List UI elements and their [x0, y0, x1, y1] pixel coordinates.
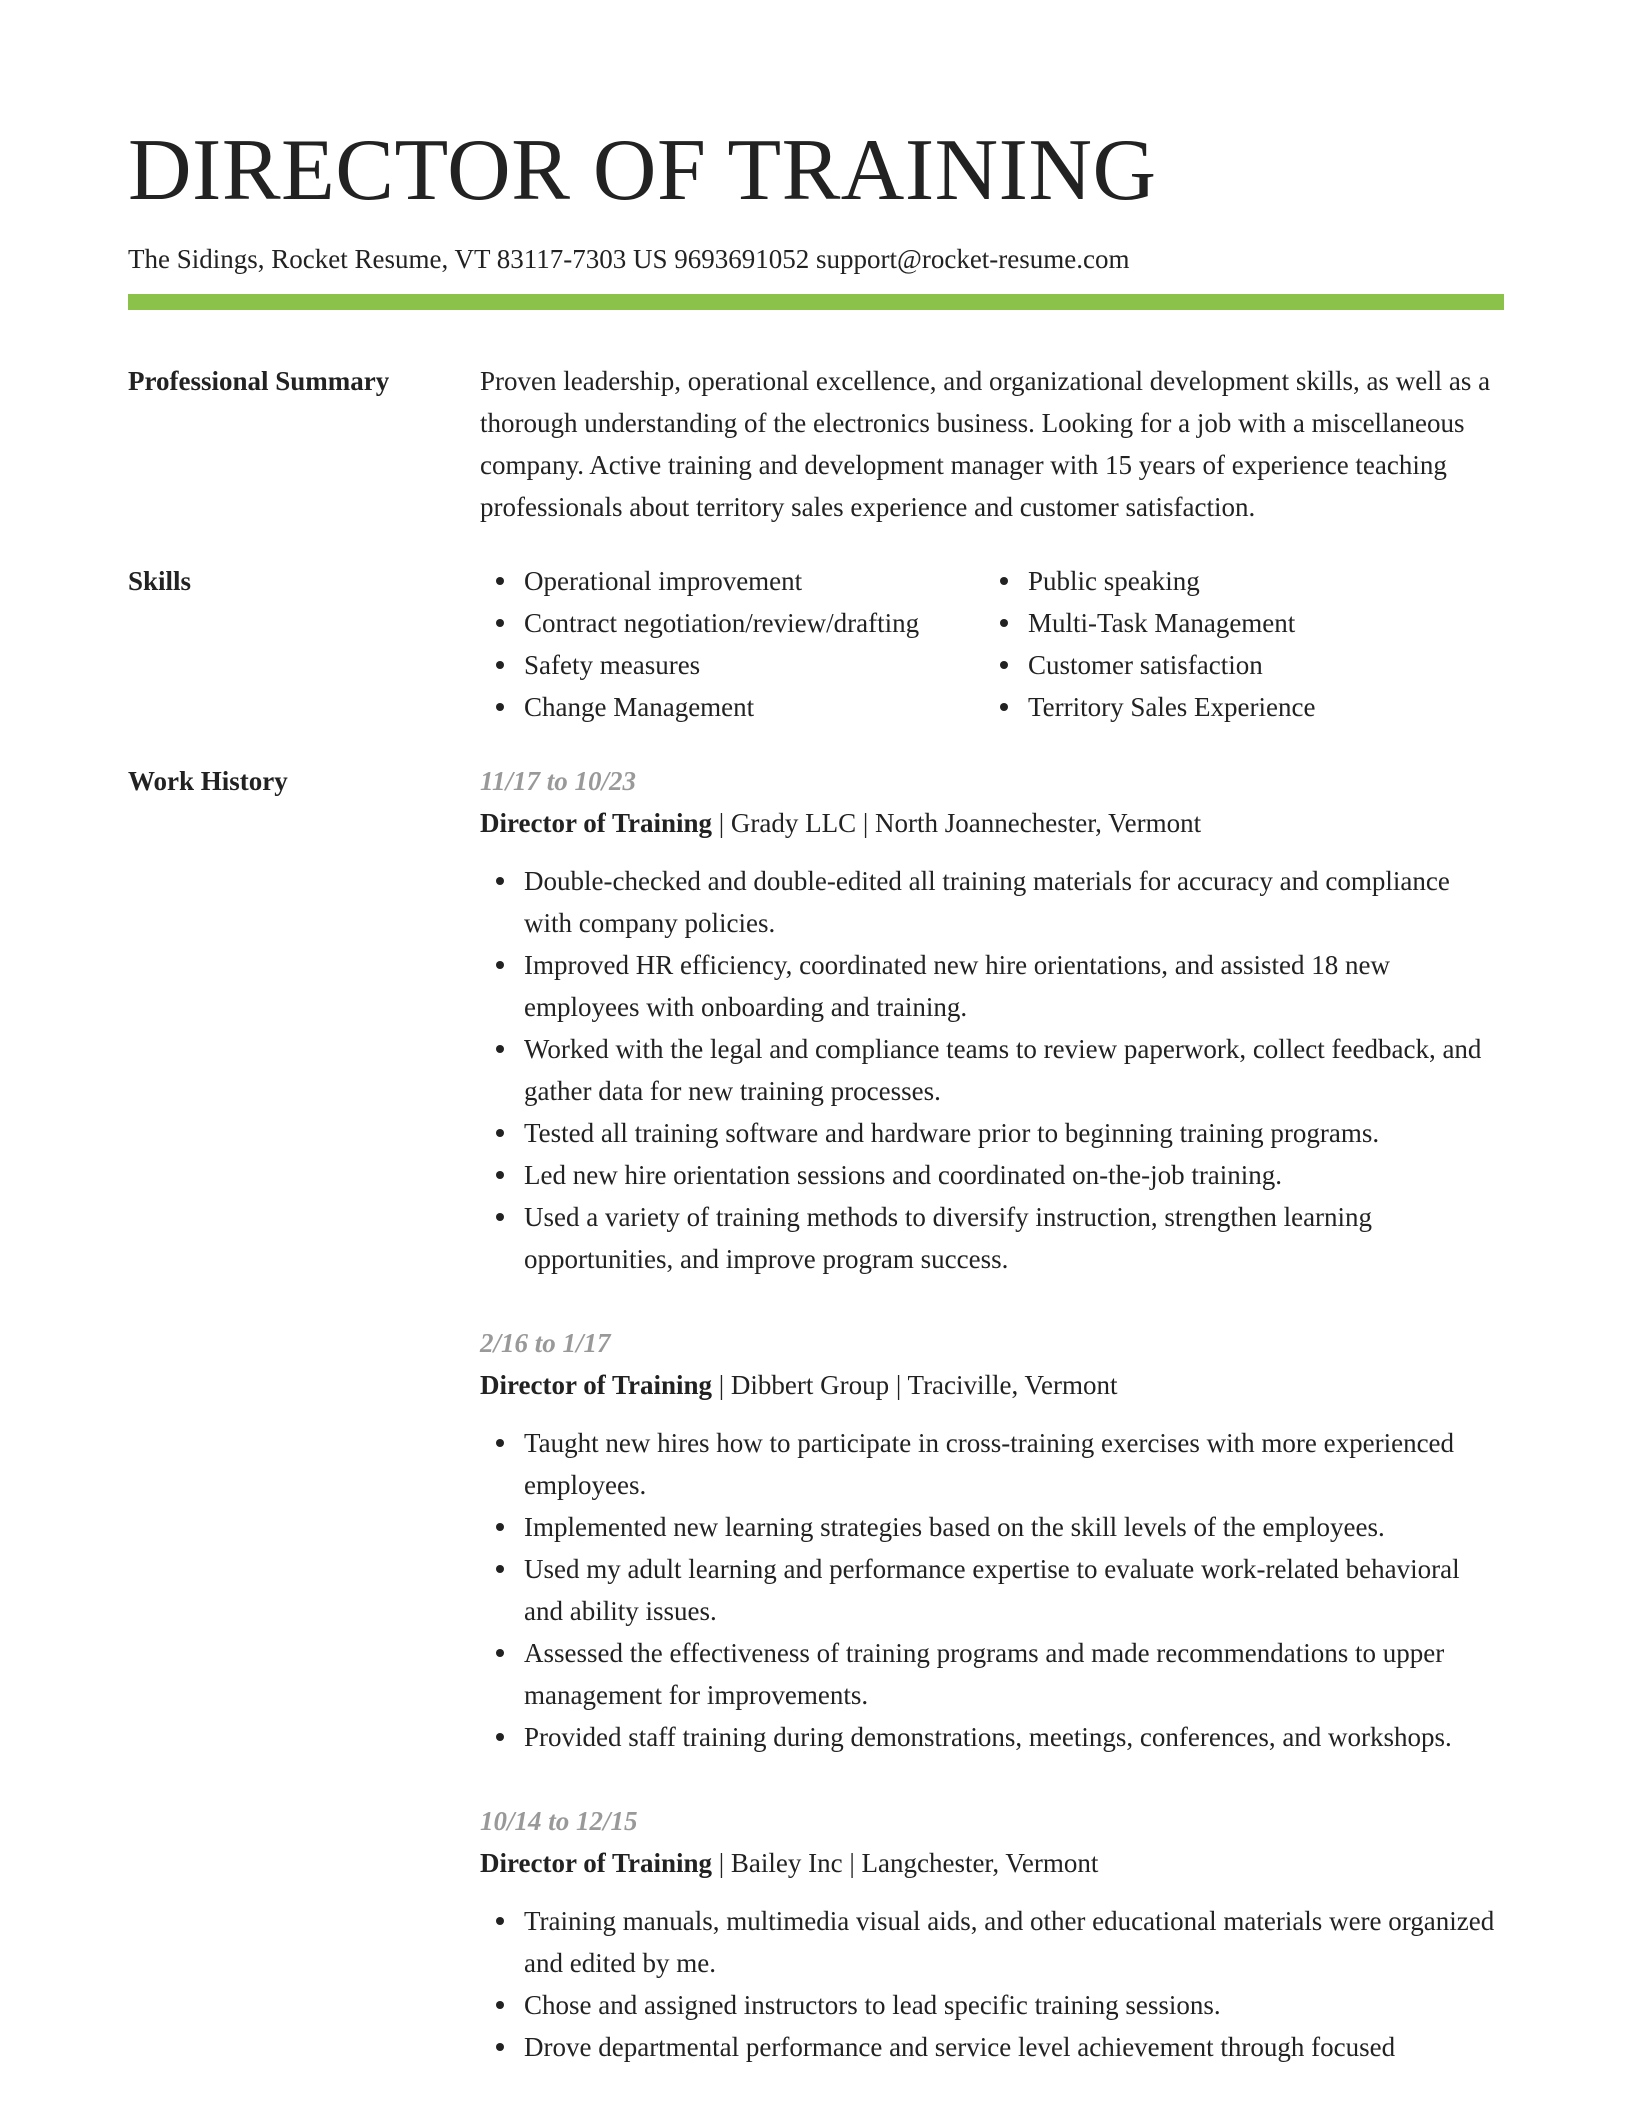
section-label-skills: Skills — [128, 566, 192, 596]
job-bullet: Chose and assigned instructors to lead specific training sessions. — [524, 1984, 1504, 2026]
section-label-summary: Professional Summary — [128, 366, 390, 396]
job-dates: 2/16 to 1/17 — [480, 1328, 611, 1358]
skill-item: Public speaking — [1028, 560, 1504, 602]
job-role: Director of Training — [480, 1370, 712, 1400]
job-role: Director of Training — [480, 808, 712, 838]
job-entry — [480, 760, 1504, 1280]
section-label-work-history: Work History — [128, 766, 288, 796]
job-entry — [480, 1800, 1504, 2068]
job-role: Director of Training — [480, 1848, 712, 1878]
job-bullet-list — [480, 860, 1504, 1280]
job-title-line — [480, 1842, 1504, 1884]
skill-item: Safety measures — [524, 644, 984, 686]
accent-divider — [128, 294, 1504, 310]
job-bullet: Provided staff training during demonstrations, meetings, conferences, and workshops. — [524, 1716, 1504, 1758]
job-bullet: Led new hire orientation sessions and coordinated on-the-job training. — [524, 1154, 1504, 1196]
skills-section — [128, 560, 1504, 728]
skill-item: Territory Sales Experience — [1028, 686, 1504, 728]
job-bullet: Used my adult learning and performance expertise to evaluate work-related behavioral and ability issues. — [524, 1548, 1504, 1632]
job-bullet-list — [480, 1900, 1504, 2068]
job-bullet: Taught new hires how to participate in cross-training exercises with more experienced employees. — [524, 1422, 1504, 1506]
work-history-body — [480, 760, 1504, 2110]
job-bullet: Assessed the effectiveness of training programs and made recommendations to upper management for improvements. — [524, 1632, 1504, 1716]
job-details: | Dibbert Group | Traciville, Vermont — [711, 1370, 1118, 1400]
job-bullet: Implemented new learning strategies based on the skill levels of the employees. — [524, 1506, 1504, 1548]
skill-item: Customer satisfaction — [1028, 644, 1504, 686]
job-details: | Grady LLC | North Joannechester, Vermont — [711, 808, 1202, 838]
skill-item: Multi-Task Management — [1028, 602, 1504, 644]
job-bullet-list — [480, 1422, 1504, 1758]
job-bullet: Worked with the legal and compliance teams to review paperwork, collect feedback, and gather data for new training processes. — [524, 1028, 1504, 1112]
job-bullet: Used a variety of training methods to diversify instruction, strengthen learning opportunities, and improve program success. — [524, 1196, 1504, 1280]
job-entry — [480, 1322, 1504, 1758]
job-details: | Bailey Inc | Langchester, Vermont — [711, 1848, 1099, 1878]
skill-item: Contract negotiation/review/drafting — [524, 602, 984, 644]
work-history-section — [128, 760, 1504, 2110]
job-title-line — [480, 1364, 1504, 1406]
resume-page — [128, 0, 1504, 2110]
contact-line: The Sidings, Rocket Resume, VT 83117-7303 US 9693691052 support@rocket-resume.com — [128, 244, 1130, 274]
job-bullet: Double-checked and double-edited all training materials for accuracy and compliance with company policies. — [524, 860, 1504, 944]
job-bullet: Drove departmental performance and service level achievement through focused — [524, 2026, 1504, 2068]
summary-text: Proven leadership, operational excellence, and organizational development skills, as well as a thorough understanding of the electronics business. Looking for a job with a miscellaneous company. Active training and development manager with 15 years of experience teaching professionals about territory sales experience and customer satisfaction. — [480, 366, 1491, 522]
skill-item: Change Management — [524, 686, 984, 728]
summary-section — [128, 360, 1504, 528]
job-bullet: Tested all training software and hardware prior to beginning training programs. — [524, 1112, 1504, 1154]
skills-grid — [480, 560, 1504, 728]
page-title: DIRECTOR OF TRAINING — [128, 122, 1157, 219]
job-dates: 10/14 to 12/15 — [480, 1806, 638, 1836]
skills-list-left — [480, 560, 984, 728]
skills-list-right — [984, 560, 1504, 728]
job-bullet: Training manuals, multimedia visual aids, and other educational materials were organized and edited by me. — [524, 1900, 1504, 1984]
job-bullet: Improved HR efficiency, coordinated new hire orientations, and assisted 18 new employees with onboarding and training. — [524, 944, 1504, 1028]
job-dates: 11/17 to 10/23 — [480, 766, 637, 796]
job-title-line — [480, 802, 1504, 844]
skill-item: Operational improvement — [524, 560, 984, 602]
